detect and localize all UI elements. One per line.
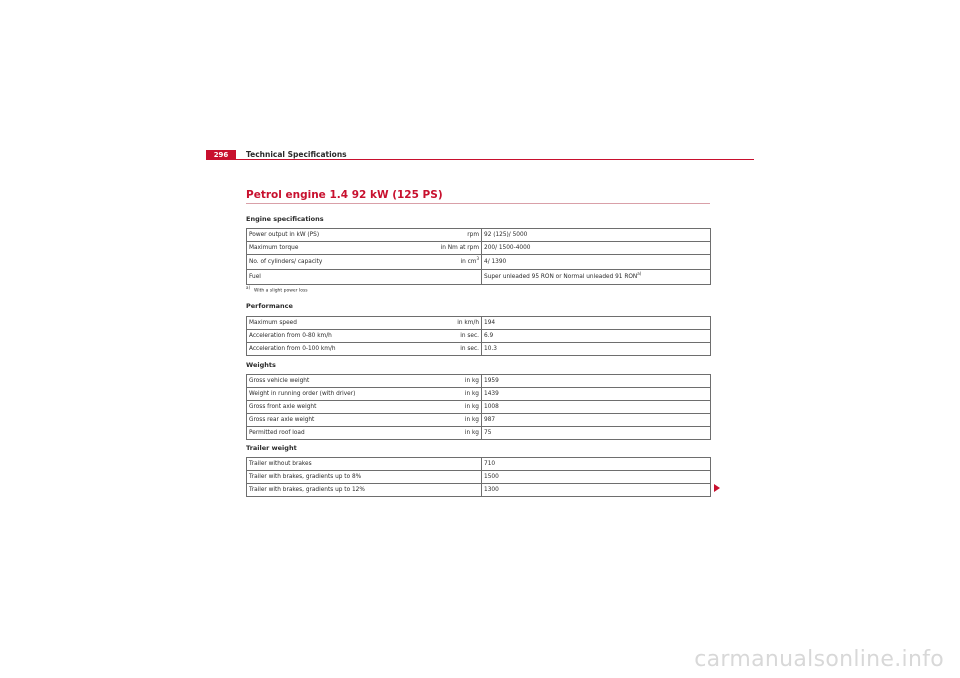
row-label: Trailer with brakes, gradients up to 12% [247, 484, 432, 497]
row-unit: in sec. [431, 343, 482, 356]
trailer-weight-table [246, 457, 711, 497]
row-value: 75 [482, 427, 711, 440]
running-header-title: Technical Specifications [246, 150, 347, 159]
watermark: carmanualsonline.info [694, 647, 944, 672]
row-label: Power output in kW (PS) [247, 229, 432, 242]
row-label: Acceleration from 0-100 km/h [247, 343, 432, 356]
row-value: 92 (125)/ 5000 [482, 229, 711, 242]
row-unit: in Nm at rpm [431, 242, 482, 255]
row-unit [431, 484, 482, 497]
row-label: Gross rear axle weight [247, 414, 432, 427]
footnote-reference: a) [637, 271, 642, 277]
row-label: No. of cylinders/ capacity [247, 255, 432, 270]
performance-table [246, 316, 711, 356]
row-unit: in kg [431, 414, 482, 427]
row-unit: in kg [431, 375, 482, 388]
row-label: Weight in running order (with driver) [247, 388, 432, 401]
unit-text: in cm [460, 259, 477, 265]
weights-table [246, 374, 711, 440]
row-label: Acceleration from 0-80 km/h [247, 330, 432, 343]
row-unit [431, 255, 482, 270]
row-unit: in km/h [431, 317, 482, 330]
weights-heading: Weights [246, 361, 276, 369]
row-value: 4/ 1390 [482, 255, 711, 270]
table-row [247, 270, 711, 285]
row-unit [431, 471, 482, 484]
row-value: 1300 [482, 484, 711, 497]
row-unit: rpm [431, 229, 482, 242]
row-label: Permitted roof load [247, 427, 432, 440]
row-unit [431, 270, 482, 285]
table-row [247, 388, 711, 401]
row-value: 1439 [482, 388, 711, 401]
row-value: 710 [482, 458, 711, 471]
row-label: Maximum speed [247, 317, 432, 330]
section-rule [246, 203, 710, 204]
row-value: 200/ 1500-4000 [482, 242, 711, 255]
row-value [482, 270, 711, 285]
row-label: Maximum torque [247, 242, 432, 255]
header-rule [206, 159, 754, 160]
table-row [247, 427, 711, 440]
row-unit [431, 458, 482, 471]
trailer-weight-heading: Trailer weight [246, 444, 297, 452]
row-label: Gross vehicle weight [247, 375, 432, 388]
table-row [247, 343, 711, 356]
engine-specifications-heading: Engine specifications [246, 215, 324, 223]
row-value: 6.9 [482, 330, 711, 343]
row-unit: in kg [431, 401, 482, 414]
row-value: 10.3 [482, 343, 711, 356]
footnote-text: With a slight power loss [254, 288, 308, 294]
table-row [247, 255, 711, 270]
fuel-value-text: Super unleaded 95 RON or Normal unleaded 91 RON [484, 274, 638, 280]
table-row [247, 414, 711, 427]
row-unit: in sec. [431, 330, 482, 343]
performance-heading: Performance [246, 302, 293, 310]
row-value: 1959 [482, 375, 711, 388]
table-row [247, 484, 711, 497]
table-row [247, 317, 711, 330]
table-row [247, 229, 711, 242]
row-value: 987 [482, 414, 711, 427]
table-row [247, 471, 711, 484]
row-value: 1008 [482, 401, 711, 414]
row-value: 194 [482, 317, 711, 330]
table-row [247, 458, 711, 471]
row-label: Gross front axle weight [247, 401, 432, 414]
row-unit: in kg [431, 388, 482, 401]
table-row [247, 242, 711, 255]
engine-specifications-table [246, 228, 711, 285]
footnote-mark: a) [246, 285, 251, 290]
row-label: Trailer with brakes, gradients up to 8% [247, 471, 432, 484]
table-row [247, 401, 711, 414]
row-label: Trailer without brakes [247, 458, 432, 471]
table-row [247, 330, 711, 343]
row-value: 1500 [482, 471, 711, 484]
next-page-arrow-icon[interactable] [714, 484, 720, 492]
footnote [246, 285, 308, 295]
section-title: Petrol engine 1.4 92 kW (125 PS) [246, 189, 443, 201]
row-unit: in kg [431, 427, 482, 440]
page-number: 296 [206, 150, 236, 160]
table-row [247, 375, 711, 388]
unit-superscript: 3 [476, 256, 479, 262]
row-label: Fuel [247, 270, 432, 285]
